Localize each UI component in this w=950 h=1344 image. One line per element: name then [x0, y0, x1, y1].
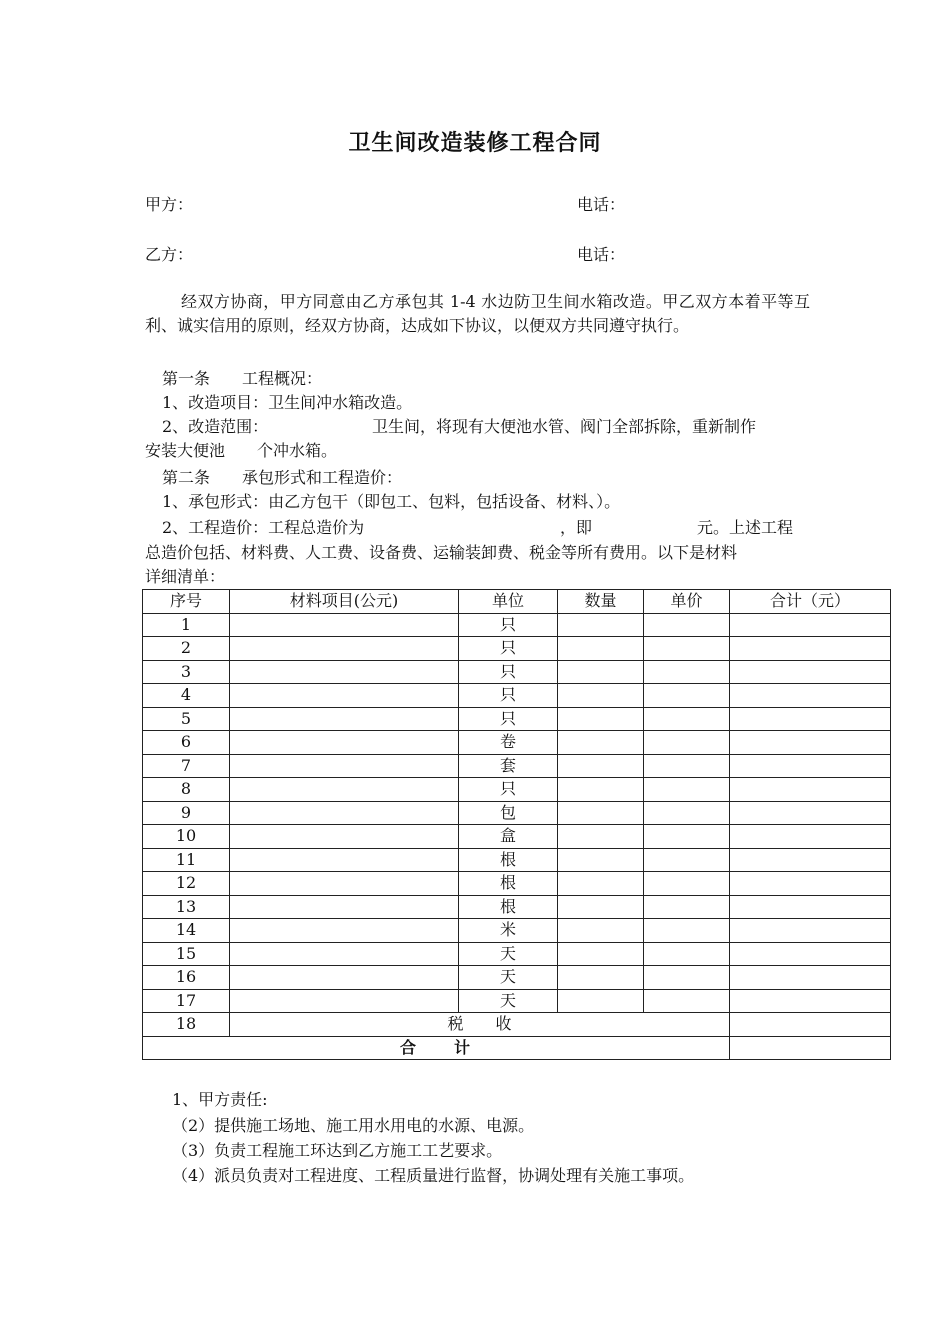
table-row [143, 942, 891, 966]
row-total [730, 778, 891, 802]
row-qty [558, 825, 644, 849]
row-qty [558, 848, 644, 872]
row-qty [558, 895, 644, 919]
row-total [730, 942, 891, 966]
table-row [143, 801, 891, 825]
row-item [230, 754, 459, 778]
row-total [730, 825, 891, 849]
table-row [143, 895, 891, 919]
table-row [143, 754, 891, 778]
row-unit: 根 [459, 872, 558, 896]
page-title: 卫生间改造装修工程合同 [348, 131, 602, 156]
article2-item2-list-intro: 详细清单： [145, 567, 226, 586]
tax-row-label: 税 收 [230, 1013, 730, 1037]
table-row [143, 872, 891, 896]
row-item [230, 919, 459, 943]
table-row [143, 707, 891, 731]
row-unit: 天 [459, 989, 558, 1013]
party-a-resp-item: （2）提供施工场地、施工用水用电的水源、电源。 [172, 1116, 535, 1135]
row-qty [558, 731, 644, 755]
row-no: 2 [143, 637, 230, 661]
header-unit: 单位 [459, 590, 558, 614]
table-row [143, 848, 891, 872]
row-unit: 只 [459, 613, 558, 637]
row-total [730, 637, 891, 661]
row-price [644, 613, 730, 637]
row-unit: 只 [459, 684, 558, 708]
row-item [230, 966, 459, 990]
table-header-row [143, 590, 891, 614]
row-total [730, 848, 891, 872]
row-total [730, 919, 891, 943]
row-no: 16 [143, 966, 230, 990]
table-row [143, 825, 891, 849]
header-no: 序号 [143, 590, 230, 614]
intro-paragraph: 经双方协商，甲方同意由乙方承包其 1-4 水边防卫生间水箱改造。甲乙双方本着平等互利、诚实信用的原则，经双方协商，达成如下协议，以便双方共同遵守执行。 [145, 292, 810, 335]
article1-item2-label: 2、改造范围： [162, 417, 269, 436]
row-item [230, 872, 459, 896]
row-qty [558, 778, 644, 802]
party-a-phone-label: 电话： [577, 195, 626, 214]
row-qty [558, 942, 644, 966]
row-no: 7 [143, 754, 230, 778]
row-item [230, 613, 459, 637]
row-no: 17 [143, 989, 230, 1013]
row-qty [558, 637, 644, 661]
row-total [730, 754, 891, 778]
row-no: 15 [143, 942, 230, 966]
row-total [730, 989, 891, 1013]
row-total [730, 895, 891, 919]
row-total [730, 613, 891, 637]
row-qty [558, 660, 644, 684]
header-total: 合计（元） [730, 590, 891, 614]
table-row [143, 660, 891, 684]
row-qty [558, 872, 644, 896]
row-item [230, 660, 459, 684]
table-row [143, 966, 891, 990]
row-total [730, 660, 891, 684]
row-no: 1 [143, 613, 230, 637]
row-price [644, 801, 730, 825]
row-unit: 天 [459, 942, 558, 966]
party-a-resp-item: （3）负责工程施工环达到乙方施工工艺要求。 [172, 1141, 503, 1160]
row-price [644, 778, 730, 802]
row-item [230, 778, 459, 802]
row-unit: 只 [459, 707, 558, 731]
header-item: 材料项目(公元) [230, 590, 459, 614]
row-qty [558, 966, 644, 990]
party-a-label: 甲方： [145, 195, 194, 214]
row-no: 6 [143, 731, 230, 755]
table-row [143, 778, 891, 802]
row-unit: 根 [459, 848, 558, 872]
row-price [644, 637, 730, 661]
row-unit: 只 [459, 660, 558, 684]
table-row [143, 684, 891, 708]
row-no: 13 [143, 895, 230, 919]
row-unit: 套 [459, 754, 558, 778]
row-no: 11 [143, 848, 230, 872]
row-total [730, 966, 891, 990]
party-a-resp-heading: 1、甲方责任: [172, 1090, 268, 1109]
row-no: 12 [143, 872, 230, 896]
row-item [230, 895, 459, 919]
article1-item2-continued: 安装大便池 个冲水箱。 [145, 441, 338, 460]
materials-table [142, 589, 891, 1060]
row-price [644, 731, 730, 755]
row-qty [558, 684, 644, 708]
row-price [644, 754, 730, 778]
row-item [230, 801, 459, 825]
article2-item2-label: 2、工程造价：工程总造价为 [162, 518, 365, 537]
row-price [644, 942, 730, 966]
row-price [644, 848, 730, 872]
header-price: 单价 [644, 590, 730, 614]
table-row [143, 613, 891, 637]
row-qty [558, 801, 644, 825]
row-price [644, 707, 730, 731]
party-b-label: 乙方： [145, 245, 194, 264]
article1-item1: 1、改造项目：卫生间冲水箱改造。 [162, 393, 413, 412]
row-unit: 根 [459, 895, 558, 919]
row-price [644, 825, 730, 849]
row-price [644, 966, 730, 990]
header-qty: 数量 [558, 590, 644, 614]
table-row [143, 989, 891, 1013]
row-no: 10 [143, 825, 230, 849]
row-unit: 包 [459, 801, 558, 825]
row-no: 9 [143, 801, 230, 825]
row-price [644, 919, 730, 943]
row-price [644, 872, 730, 896]
row-item [230, 848, 459, 872]
row-no: 5 [143, 707, 230, 731]
row-unit: 盒 [459, 825, 558, 849]
row-qty [558, 754, 644, 778]
row-total [730, 707, 891, 731]
table-row [143, 731, 891, 755]
row-qty [558, 613, 644, 637]
row-unit: 卷 [459, 731, 558, 755]
total-row-value [730, 1036, 891, 1060]
article2-item2-continued: 总造价包括、材料费、人工费、设备费、运输装卸费、税金等所有费用。以下是材料 [145, 543, 738, 562]
row-qty [558, 989, 644, 1013]
tax-row-total [730, 1013, 891, 1037]
row-price [644, 660, 730, 684]
article1-heading: 第一条 工程概况： [162, 369, 323, 388]
row-no: 3 [143, 660, 230, 684]
row-price [644, 895, 730, 919]
row-item [230, 731, 459, 755]
party-b-phone-label: 电话： [577, 245, 626, 264]
article2-item2-ie: ，即 [560, 518, 593, 537]
row-item [230, 637, 459, 661]
row-item [230, 825, 459, 849]
party-a-resp-item: （4）派员负责对工程进度、工程质量进行监督，协调处理有关施工事项。 [172, 1166, 695, 1185]
total-row-label: 合 计 [143, 1036, 730, 1060]
row-no: 4 [143, 684, 230, 708]
row-item [230, 707, 459, 731]
row-item [230, 989, 459, 1013]
row-qty [558, 707, 644, 731]
total-row [143, 1036, 891, 1060]
row-price [644, 684, 730, 708]
table-row [143, 919, 891, 943]
row-qty [558, 919, 644, 943]
article1-item2-scope: 卫生间，将现有大便池水管、阀门全部拆除，重新制作 [372, 417, 757, 436]
row-total [730, 684, 891, 708]
article2-item2-yuan: 元。上述工程 [697, 518, 794, 537]
row-item [230, 684, 459, 708]
row-total [730, 731, 891, 755]
row-item [230, 942, 459, 966]
row-price [644, 989, 730, 1013]
article2-item1: 1、承包形式：由乙方包干（即包工、包料，包括设备、材料、）。 [162, 492, 621, 511]
row-unit: 天 [459, 966, 558, 990]
article2-heading: 第二条 承包形式和工程造价： [162, 468, 403, 487]
row-unit: 米 [459, 919, 558, 943]
tax-row [143, 1013, 891, 1037]
row-total [730, 872, 891, 896]
tax-row-no: 18 [143, 1013, 230, 1037]
row-unit: 只 [459, 778, 558, 802]
row-unit: 只 [459, 637, 558, 661]
row-no: 14 [143, 919, 230, 943]
table-row [143, 637, 891, 661]
row-total [730, 801, 891, 825]
row-no: 8 [143, 778, 230, 802]
